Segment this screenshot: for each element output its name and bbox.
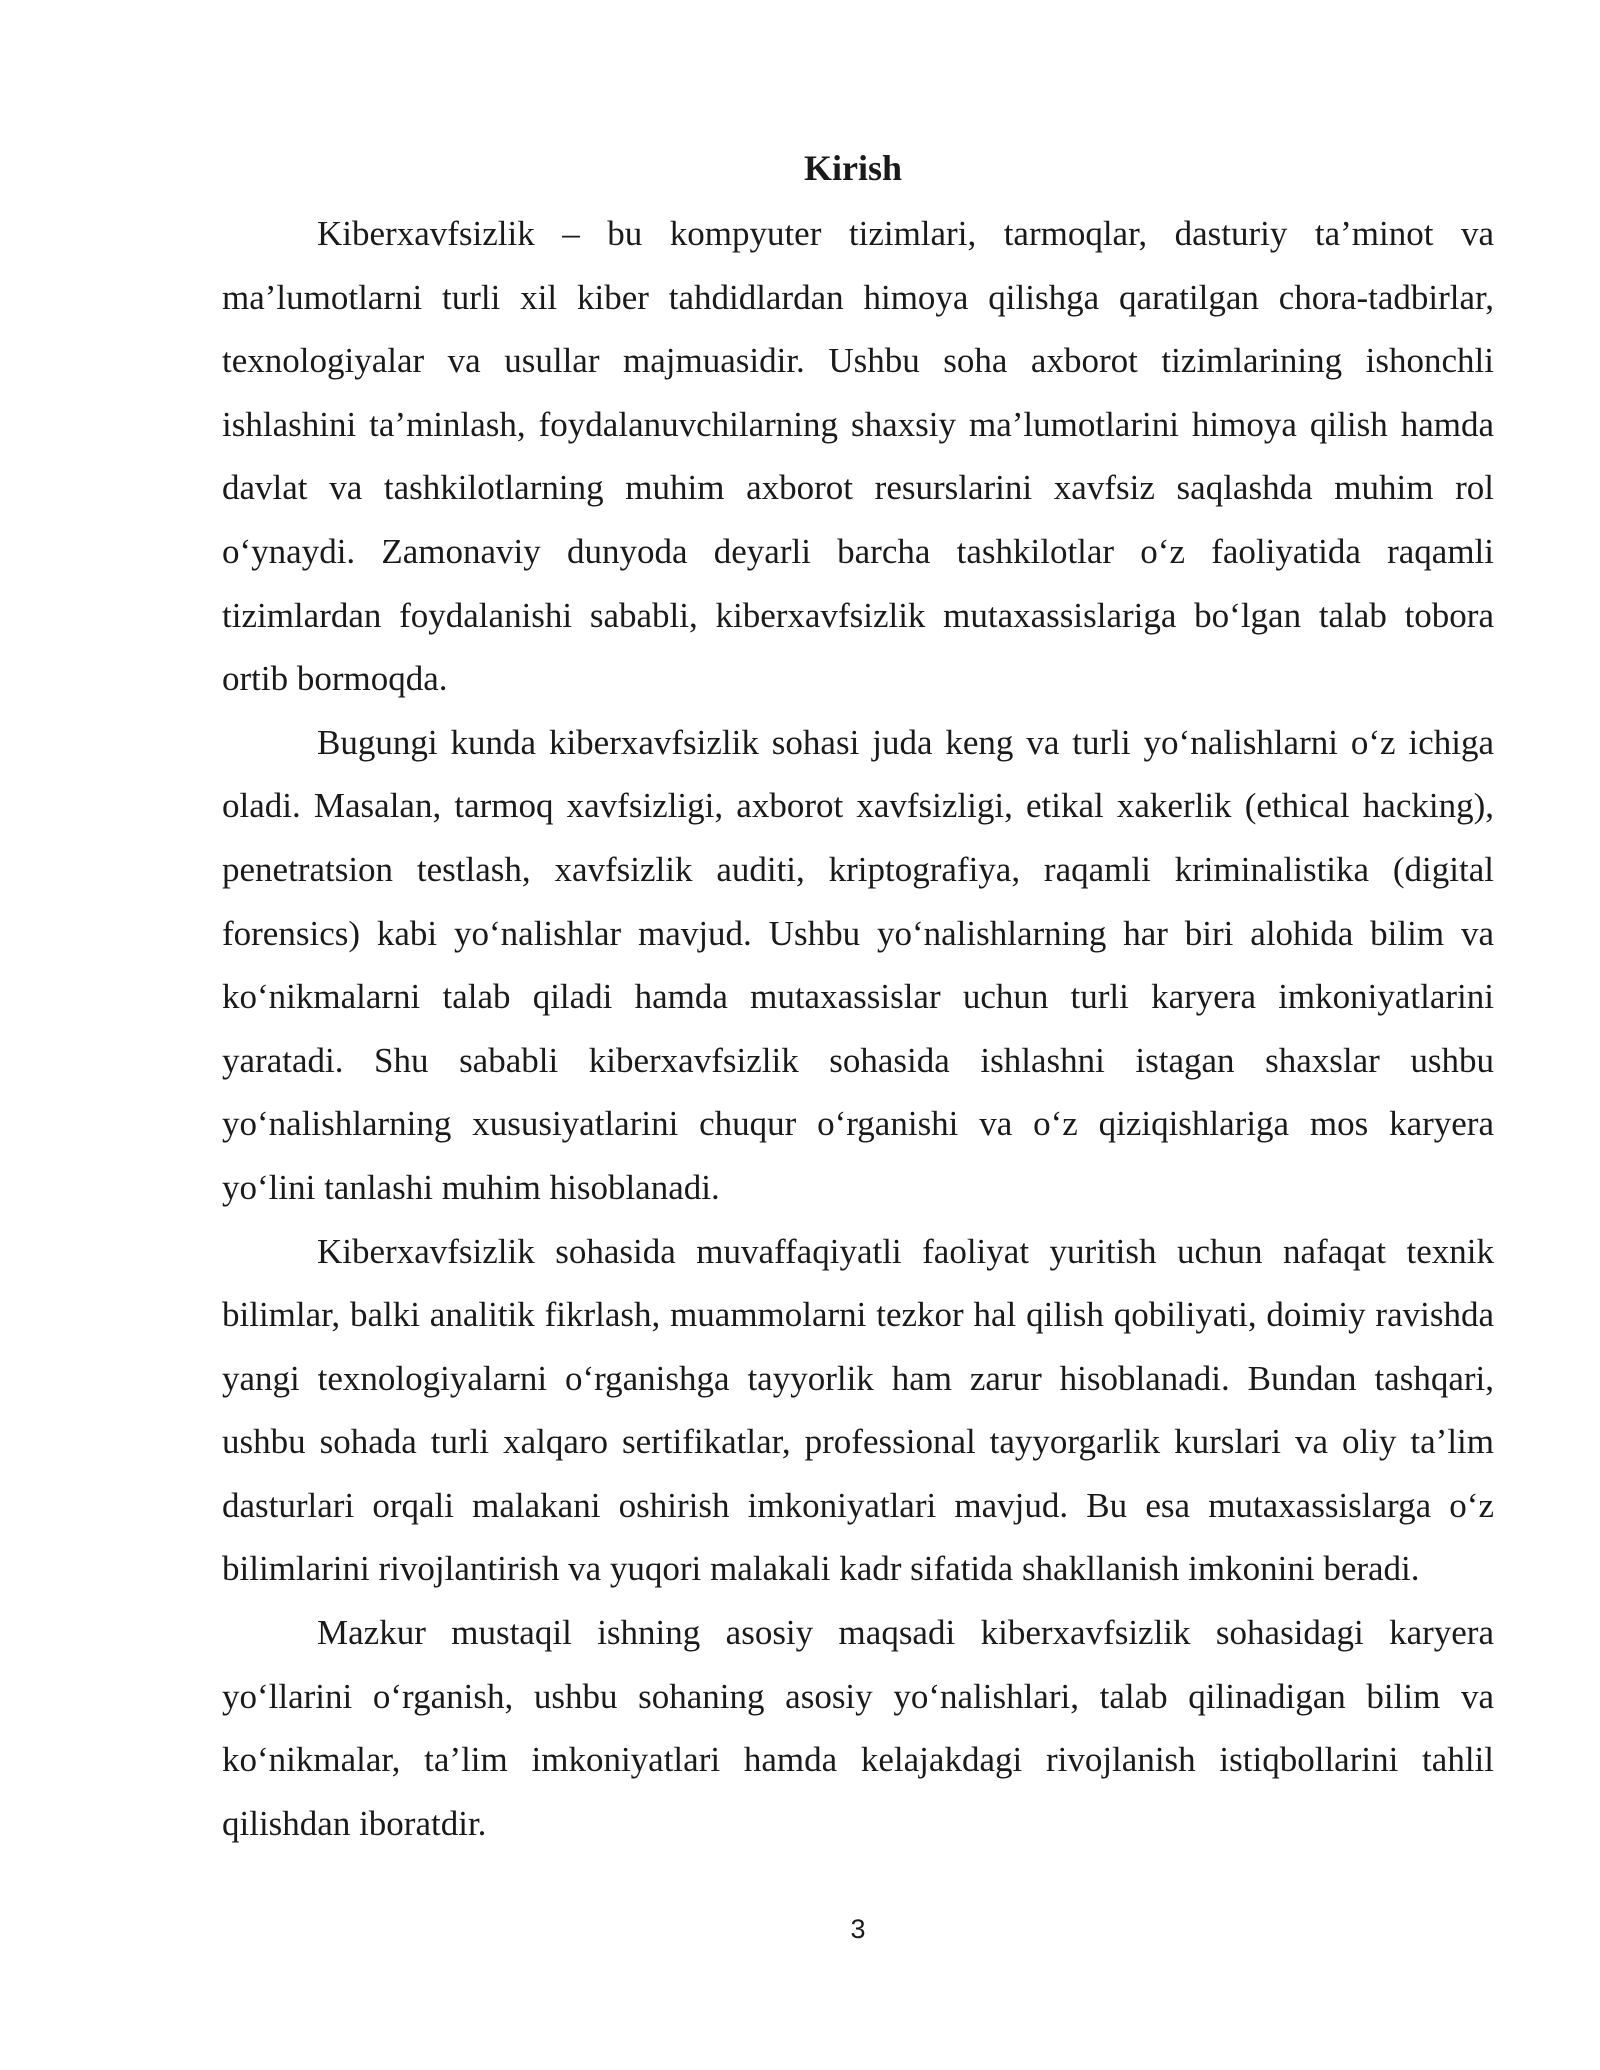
page-number: 3 bbox=[850, 1914, 866, 1944]
paragraph-2: Bugungi kunda kiberxavfsizlik sohasi juda keng va turli yo‘nalishlarni o‘z ichiga oladi. Masalan, tarmoq xavfsizligi, axborot xavfsizligi, etikal xakerlik (ethical hacking), penetratsion testlash, xavfsizlik auditi, kriptografiya, raqamli kriminalistika (digital forensics) kabi yo‘nalishlar mavjud. Ushbu yo‘nalishlarning har biri alohida bilim va ko‘nikmalarni talab qiladi hamda mutaxassislar uchun turli karyera imkoniyatlarini yaratadi. Shu sababli kiberxavfsizlik sohasida ishlashni istagan shaxslar ushbu yo‘nalishlarning xususiyatlarini chuqur o‘rganishi va o‘z qiziqishlariga mos karyera yo‘lini tanlashi muhim hisoblanadi. bbox=[222, 722, 1494, 1207]
paragraph-4: Mazkur mustaqil ishning asosiy maqsadi kiberxavfsizlik sohasidagi karyera yo‘llarini o‘rganish, ushbu sohaning asosiy yo‘nalishlari, talab qilinadigan bilim va ko‘nikmalar, ta’lim imkoniyatlari hamda kelajakdagi rivojlanish istiqbollarini tahlil qilishdan iboratdir. bbox=[222, 1613, 1494, 1843]
page-title: Kirish bbox=[803, 148, 902, 188]
document-body bbox=[222, 202, 1494, 1855]
paragraph-3: Kiberxavfsizlik sohasida muvaffaqiyatli faoliyat yuritish uchun nafaqat texnik bilimlar, balki analitik fikrlash, muammolarni tezkor hal qilish qobiliyati, doimiy ravishda yangi texnologiyalarni o‘rganishga tayyorlik ham zarur hisoblanadi. Bundan tashqari, ushbu sohada turli xalqaro sertifikatlar, professional tayyorgarlik kurslari va oliy ta’lim dasturlari orqali malakani oshirish imkoniyatlari mavjud. Bu esa mutaxassislarga o‘z bilimlarini rivojlantirish va yuqori malakali kadr sifatida shakllanish imkonini beradi. bbox=[222, 1231, 1494, 1589]
paragraph-1: Kiberxavfsizlik – bu kompyuter tizimlari, tarmoqlar, dasturiy ta’minot va ma’lumotlarni turli xil kiber tahdidlardan himoya qilishga qaratilgan chora-tadbirlar, texnologiyalar va usullar majmuasidir. Ushbu soha axborot tizimlarining ishonchli ishlashini ta’minlash, foydalanuvchilarning shaxsiy ma’lumotlarini himoya qilish hamda davlat va tashkilotlarning muhim axborot resurslarini xavfsiz saqlashda muhim rol o‘ynaydi. Zamonaviy dunyoda deyarli barcha tashkilotlar o‘z faoliyatida raqamli tizimlardan foydalanishi sababli, kiberxavfsizlik mutaxassislariga bo‘lgan talab tobora ortib bormoqda. bbox=[222, 214, 1494, 699]
